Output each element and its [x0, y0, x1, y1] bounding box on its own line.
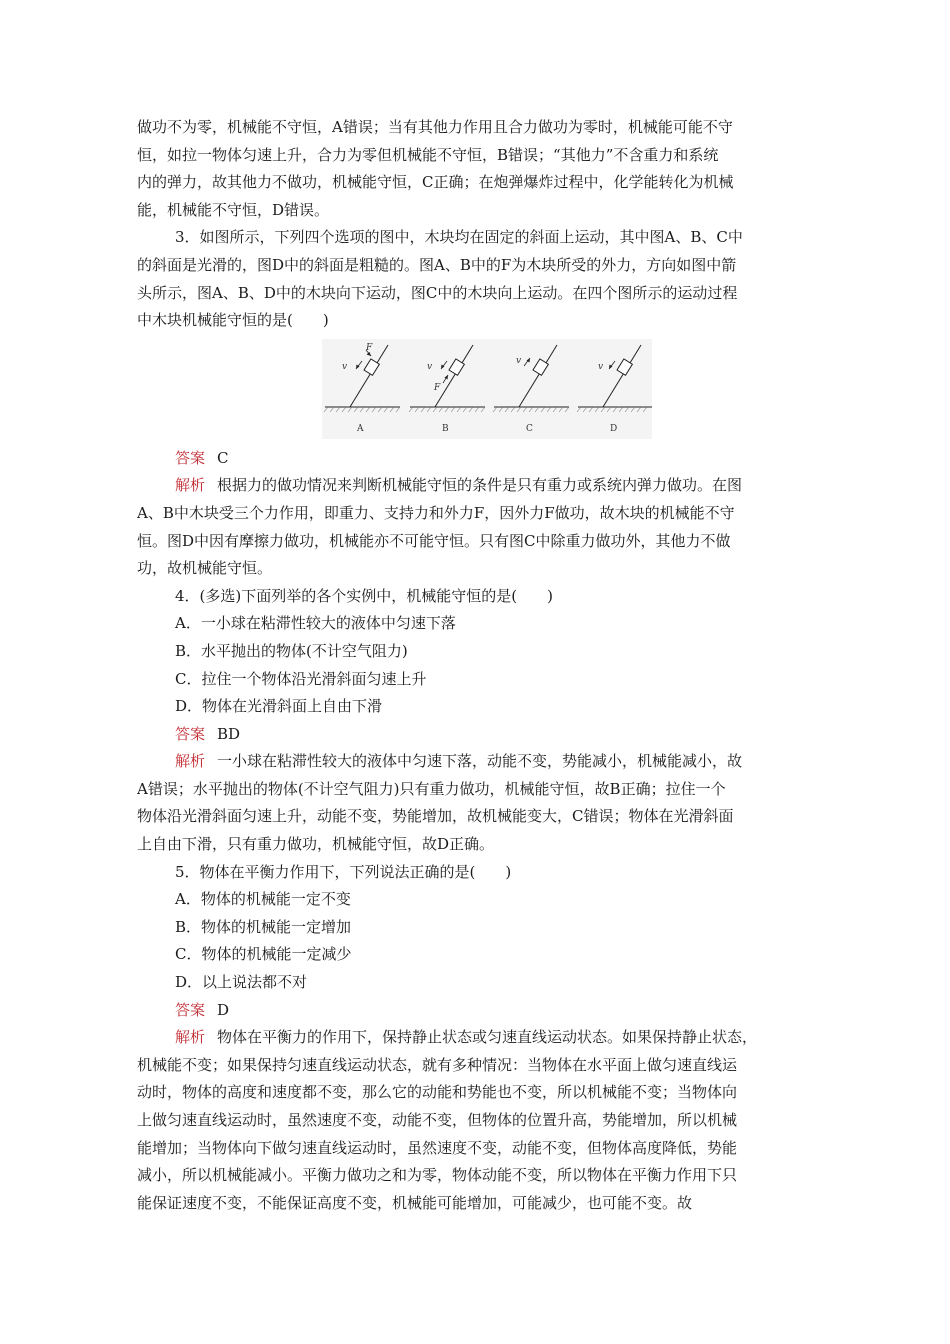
velocity-label-b: v	[427, 361, 433, 372]
answer-4	[137, 721, 817, 749]
question-3-line: 头所示，图A、B、D中的木块向下运动，图C中的木块向上运动。在四个图所示的运动过程	[137, 283, 738, 302]
answer-5	[137, 997, 817, 1025]
incline-figure	[322, 339, 652, 439]
velocity-label-a: v	[342, 361, 348, 372]
answer-value: C	[217, 448, 229, 467]
question-3-line: 的斜面是光滑的，图D中的斜面是粗糙的。图A、B中的F为木块所受的外力，方向如图中箭	[137, 255, 737, 274]
velocity-label-d: v	[598, 361, 604, 372]
option-d: D．物体在光滑斜面上自由下滑	[175, 697, 383, 716]
explanation-4-line: 物体沿光滑斜面匀速上升，动能不变，势能增加，故机械能变大，C错误；物体在光滑斜面	[137, 807, 734, 826]
explanation-4-line: A错误；水平抛出的物体(不计空气阻力)只有重力做功，机械能守恒，故B正确；拉住一个	[137, 779, 726, 798]
explanation-5-line: 能保证速度不变，不能保证高度不变，机械能可能增加，可能减少，也可能不变。故	[137, 1193, 693, 1212]
explanation-text: 一小球在粘滞性较大的液体中匀速下落，动能不变，势能减小，机械能减小，故	[217, 752, 743, 771]
answer-label: 答案	[175, 448, 206, 467]
option-b: B．水平抛出的物体(不计空气阻力)	[175, 641, 408, 660]
document-page	[137, 114, 817, 1217]
text-line: 能，机械能不守恒，D错误。	[137, 200, 330, 219]
explanation-label: 解析	[175, 476, 206, 495]
explanation-5-line: 动时，物体的高度和速度都不变，那么它的动能和势能也不变，所以机械能不变；当物体向	[137, 1083, 738, 1102]
answer-value: BD	[217, 724, 241, 743]
velocity-label-c: v	[516, 355, 522, 366]
force-label-a: F	[366, 342, 373, 353]
explanation-5-line: 减小，所以机械能减小。平衡力做功之和为零，物体动能不变，所以物体在平衡力作用下只	[137, 1166, 738, 1185]
question-4: 4．(多选)下面列举的各个实例中，机械能守恒的是( )	[175, 586, 553, 605]
option-c: C．拉住一个物体沿光滑斜面匀速上升	[175, 669, 427, 688]
explanation-3-line: 功，故机械能守恒。	[137, 559, 273, 578]
text-line: 内的弹力，故其他力不做功，机械能守恒，C正确；在炮弹爆炸过程中，化学能转化为机械	[137, 173, 734, 192]
explanation-4-line	[137, 748, 817, 776]
answer-label: 答案	[175, 1000, 206, 1019]
explanation-5-line: 能增加；当物体向下做匀速直线运动时，虽然速度不变，动能不变，但物体高度降低，势能	[137, 1138, 738, 1157]
explanation-label: 解析	[175, 752, 206, 771]
explanation-5-line	[137, 1024, 817, 1052]
option-d: D．以上说法都不对	[175, 973, 308, 992]
explanation-5-line: 机械能不变；如果保持匀速直线运动状态，就有多种情况：当物体在水平面上做匀速直线运	[137, 1055, 738, 1074]
incline-diagram	[322, 339, 652, 439]
force-label-b: F	[434, 382, 441, 393]
question-3-line: 中木块机械能守恒的是( )	[137, 311, 329, 330]
explanation-text: 根据力的做功情况来判断机械能守恒的条件是只有重力或系统内弹力做功。在图	[217, 476, 743, 495]
question-5: 5．物体在平衡力作用下，下列说法正确的是( )	[175, 862, 512, 881]
answer-3	[137, 445, 817, 473]
figure-label-d: D	[610, 423, 618, 434]
explanation-4-line: 上自由下滑，只有重力做功，机械能守恒，故D正确。	[137, 835, 495, 854]
option-b: B．物体的机械能一定增加	[175, 917, 352, 936]
explanation-5-line: 上做匀速直线运动时，虽然速度不变，动能不变，但物体的位置升高，势能增加，所以机械	[137, 1111, 738, 1129]
figure-label-a: A	[357, 423, 364, 434]
explanation-3-line: 恒。图D中因有摩擦力做功，机械能亦不可能守恒。只有图C中除重力做功外，其他力不做	[137, 531, 731, 550]
question-3-line: 3．如图所示，下列四个选项的图中，木块均在固定的斜面上运动，其中图A、B、C中	[175, 228, 743, 247]
answer-label: 答案	[175, 724, 206, 743]
explanation-text: 物体在平衡力的作用下，保持静止状态或匀速直线运动状态。如果保持静止状态，	[217, 1028, 758, 1047]
figure-label-c: C	[526, 423, 533, 434]
figure-label-b: B	[442, 423, 449, 434]
answer-value: D	[217, 1000, 230, 1019]
text-line: 做功不为零，机械能不守恒，A错误；当有其他力作用且合力做功为零时，机械能可能不守	[137, 118, 733, 136]
explanation-3-line: A、B中木块受三个力作用，即重力、支持力和外力F，因外力F做功，故木块的机械能不守	[137, 503, 735, 522]
option-a: A．一小球在粘滞性较大的液体中匀速下落	[175, 614, 456, 633]
option-a: A．物体的机械能一定不变	[175, 890, 351, 909]
explanation-label: 解析	[175, 1028, 206, 1047]
option-c: C．物体的机械能一定减少	[175, 945, 352, 964]
text-line: 恒，如拉一物体匀速上升，合力为零但机械能不守恒，B错误；“其他力”不含重力和系统	[137, 145, 719, 164]
explanation-3-line	[137, 472, 817, 500]
